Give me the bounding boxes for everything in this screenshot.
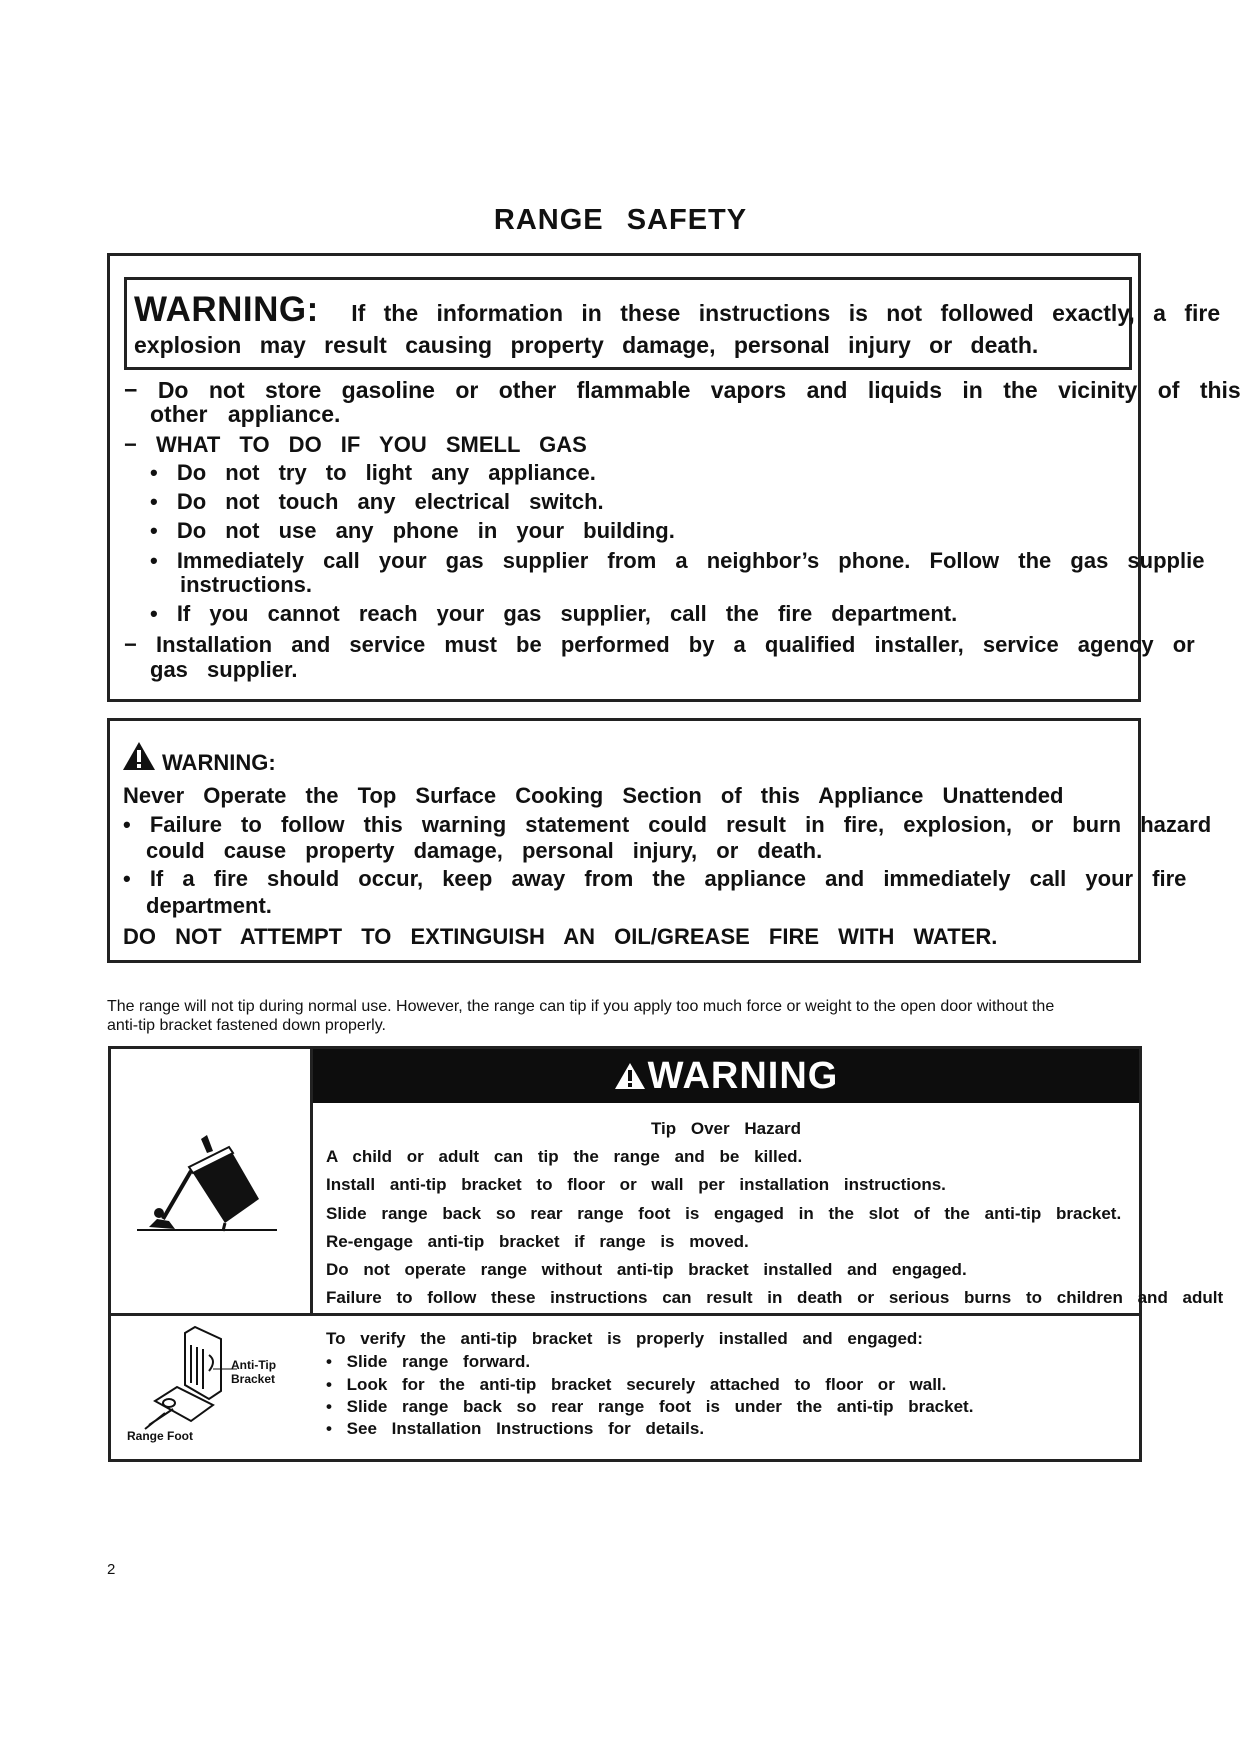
cooktop-warning-line: could cause property damage, personal injury, or death.	[146, 838, 823, 863]
gas-warning-item: − Installation and service must be performed by a qualified installer, service agency or	[124, 632, 1195, 657]
verify-item: • Slide range forward.	[326, 1352, 531, 1371]
tip-over-title: Tip Over Hazard	[650, 1119, 802, 1138]
tip-over-line: Re-engage anti-tip bracket if range is moved.	[326, 1232, 749, 1251]
cooktop-warning-line: • If a fire should occur, keep away from the appliance and immediately call your fire	[123, 866, 1187, 891]
tip-over-line: Slide range back so rear range foot is engaged in the slot of the anti-tip bracket.	[326, 1204, 1122, 1223]
gas-warning-heading: WARNING:	[134, 290, 319, 329]
gas-warning-item: • Immediately call your gas supplier from a neighbor’s phone. Follow the gas supplie	[150, 548, 1205, 573]
tip-intro-paragraph	[107, 997, 1147, 1035]
anti-tip-bracket-label: Anti-Tip Bracket	[231, 1358, 277, 1386]
tip-intro-line2: anti-tip bracket fastened down properly.	[107, 1017, 386, 1034]
tip-over-warning-box	[108, 1046, 1224, 1462]
gas-warning-line1: WARNING: If the information in these instructions is not followed exactly, a fire	[134, 290, 1221, 329]
verify-item: • Look for the anti-tip bracket securely attached to floor or wall.	[326, 1375, 947, 1394]
divider	[111, 1313, 1139, 1316]
cooktop-warning-line: department.	[146, 893, 272, 918]
tip-over-line: Install anti-tip bracket to floor or wall per installation instructions.	[326, 1175, 946, 1194]
page-title: RANGE SAFETY	[493, 204, 748, 236]
verify-item: • Slide range back so rear range foot is under the anti-tip bracket.	[326, 1397, 974, 1416]
tip-intro-line1: The range will not tip during normal use. However, the range can tip if you apply too much force or weight to the open door without the	[107, 998, 1055, 1015]
gas-warning-item: gas supplier.	[150, 657, 298, 682]
verify-item: • See Installation Instructions for details.	[326, 1419, 705, 1438]
gas-warning-item: − Do not store gasoline or other flammable vapors and liquids in the vicinity of this	[124, 377, 1241, 403]
gas-warning-item: • Do not use any phone in your building.	[150, 518, 675, 543]
tip-over-line: A child or adult can tip the range and be killed.	[326, 1147, 803, 1166]
gas-warning-line2: explosion may result causing property damage, personal injury or death.	[134, 332, 1039, 358]
gas-warning-item: − WHAT TO DO IF YOU SMELL GAS	[124, 432, 587, 457]
gas-warning-item: • If you cannot reach your gas supplier, call the fire department.	[150, 601, 958, 626]
tipping-range-illustration	[131, 1127, 281, 1247]
gas-warning-box	[107, 253, 1241, 702]
cooktop-warning-subheading: Never Operate the Top Surface Cooking Section of this Appliance Unattended	[123, 783, 1064, 808]
cooktop-warning-closing: DO NOT ATTEMPT TO EXTINGUISH AN OIL/GREASE FIRE WITH WATER.	[123, 924, 998, 949]
tip-over-line: Failure to follow these instructions can result in death or serious burns to children and adult	[326, 1288, 1224, 1307]
verify-title: To verify the anti-tip bracket is properly installed and engaged:	[326, 1329, 923, 1348]
cooktop-warning-heading: WARNING:	[162, 750, 276, 775]
range-foot-label: Range Foot	[127, 1429, 193, 1443]
gas-warning-item: • Do not touch any electrical switch.	[150, 489, 604, 514]
gas-warning-item: • Do not try to light any appliance.	[150, 460, 596, 485]
cooktop-warning-line: • Failure to follow this warning statement could result in fire, explosion, or burn hazard	[123, 812, 1212, 837]
cooktop-warning-box	[107, 718, 1212, 963]
gas-warning-item: instructions.	[180, 572, 313, 597]
warning-triangle-icon	[614, 1062, 646, 1090]
gas-warning-item: other appliance.	[150, 401, 341, 427]
warning-banner	[313, 1049, 1139, 1103]
warning-triangle-icon	[122, 741, 156, 771]
warning-banner-label: WARNING	[647, 1055, 839, 1097]
page-number: 2	[107, 1561, 116, 1578]
tip-over-line: Do not operate range without anti-tip bracket installed and engaged.	[326, 1260, 967, 1279]
